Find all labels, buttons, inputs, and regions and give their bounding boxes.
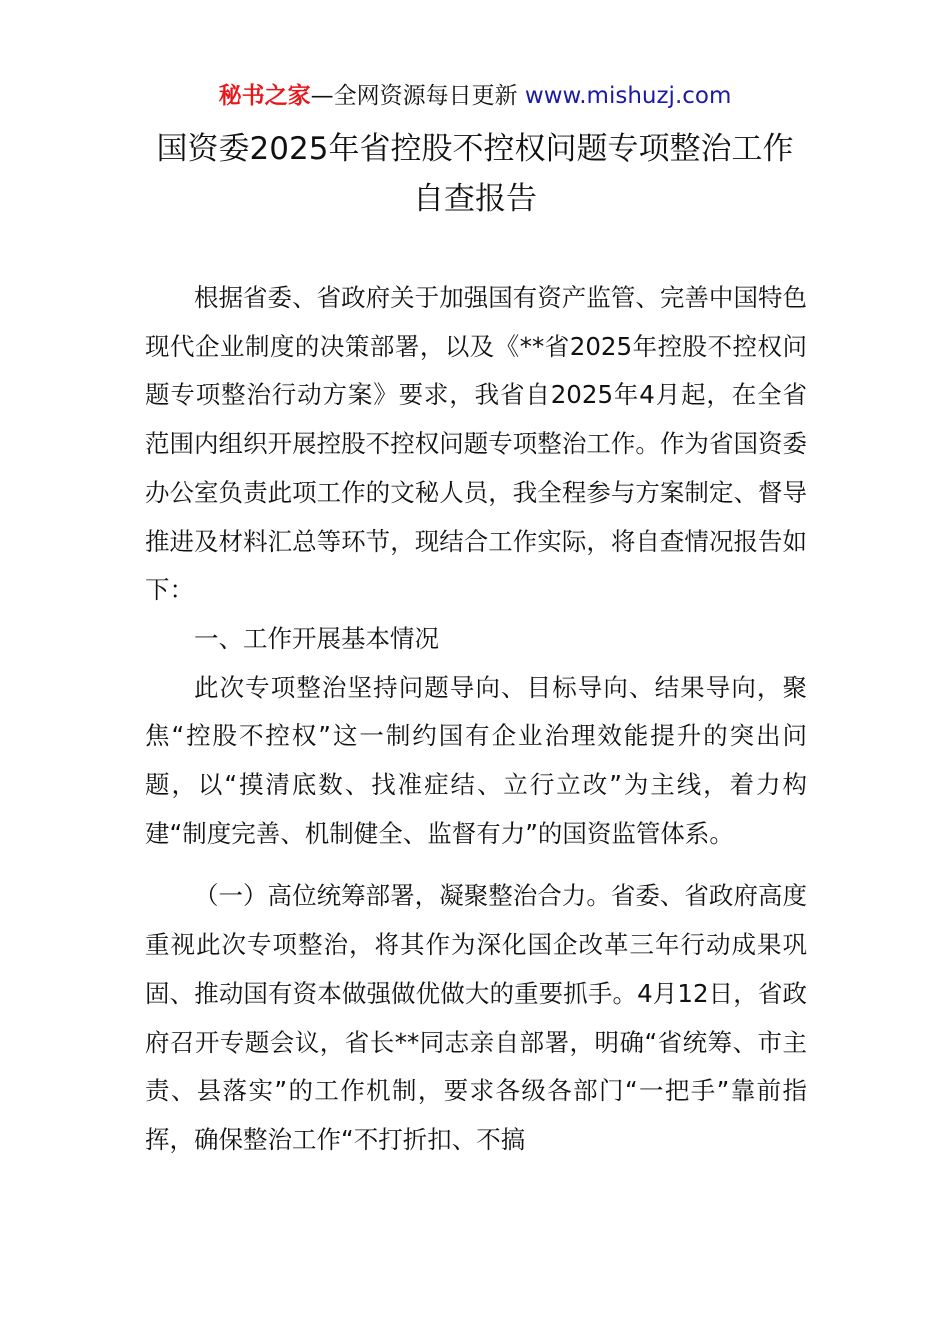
document-title-line-2: 自查报告: [413, 181, 537, 217]
site-tagline: —全网资源每日更新: [310, 83, 518, 109]
document-title: [0, 124, 950, 224]
site-url-link[interactable]: www.mishuzj.com: [524, 83, 732, 109]
section-heading-1: 一、工作开展基本情况: [194, 623, 439, 653]
document-title-line-1: 国资委2025年省控股不控权问题专项整治工作: [156, 131, 794, 167]
site-header: [0, 80, 950, 112]
site-brand: 秘书之家: [218, 83, 311, 109]
document-body: [145, 274, 807, 1165]
intro-paragraph: 根据省委、省政府关于加强国有资产监管、完善中国特色现代企业制度的决策部署，以及《**省2025年控股不控权问题专项整治行动方案》要求，我省自2025年4月起，在全省范围内组织开展控股不控权问题专项整治工作。作为省国资委办公室负责此项工作的文秘人员，我全程参与方案制定、督导推进及材料汇总等环节，现结合工作实际，将自查情况报告如下：: [145, 283, 807, 605]
subsection-paragraph: （一）高位统筹部署，凝聚整治合力。省委、省政府高度重视此次专项整治，将其作为深化国企改革三年行动成果巩固、推动国有资本做强做优做大的重要抓手。4月12日，省政府召开专题会议，省长**同志亲自部署，明确“省统筹、市主责、县落实”的工作机制，要求各级各部门“一把手”靠前指挥，确保整治工作“不打折扣、不搞: [145, 881, 807, 1154]
body-paragraph: 此次专项整治坚持问题导向、目标导向、结果导向，聚焦“控股不控权”这一制约国有企业治理效能提升的突出问题，以“摸清底数、找准症结、立行立改”为主线，着力构建“制度完善、机制健全、监督有力”的国资监管体系。: [145, 672, 807, 848]
